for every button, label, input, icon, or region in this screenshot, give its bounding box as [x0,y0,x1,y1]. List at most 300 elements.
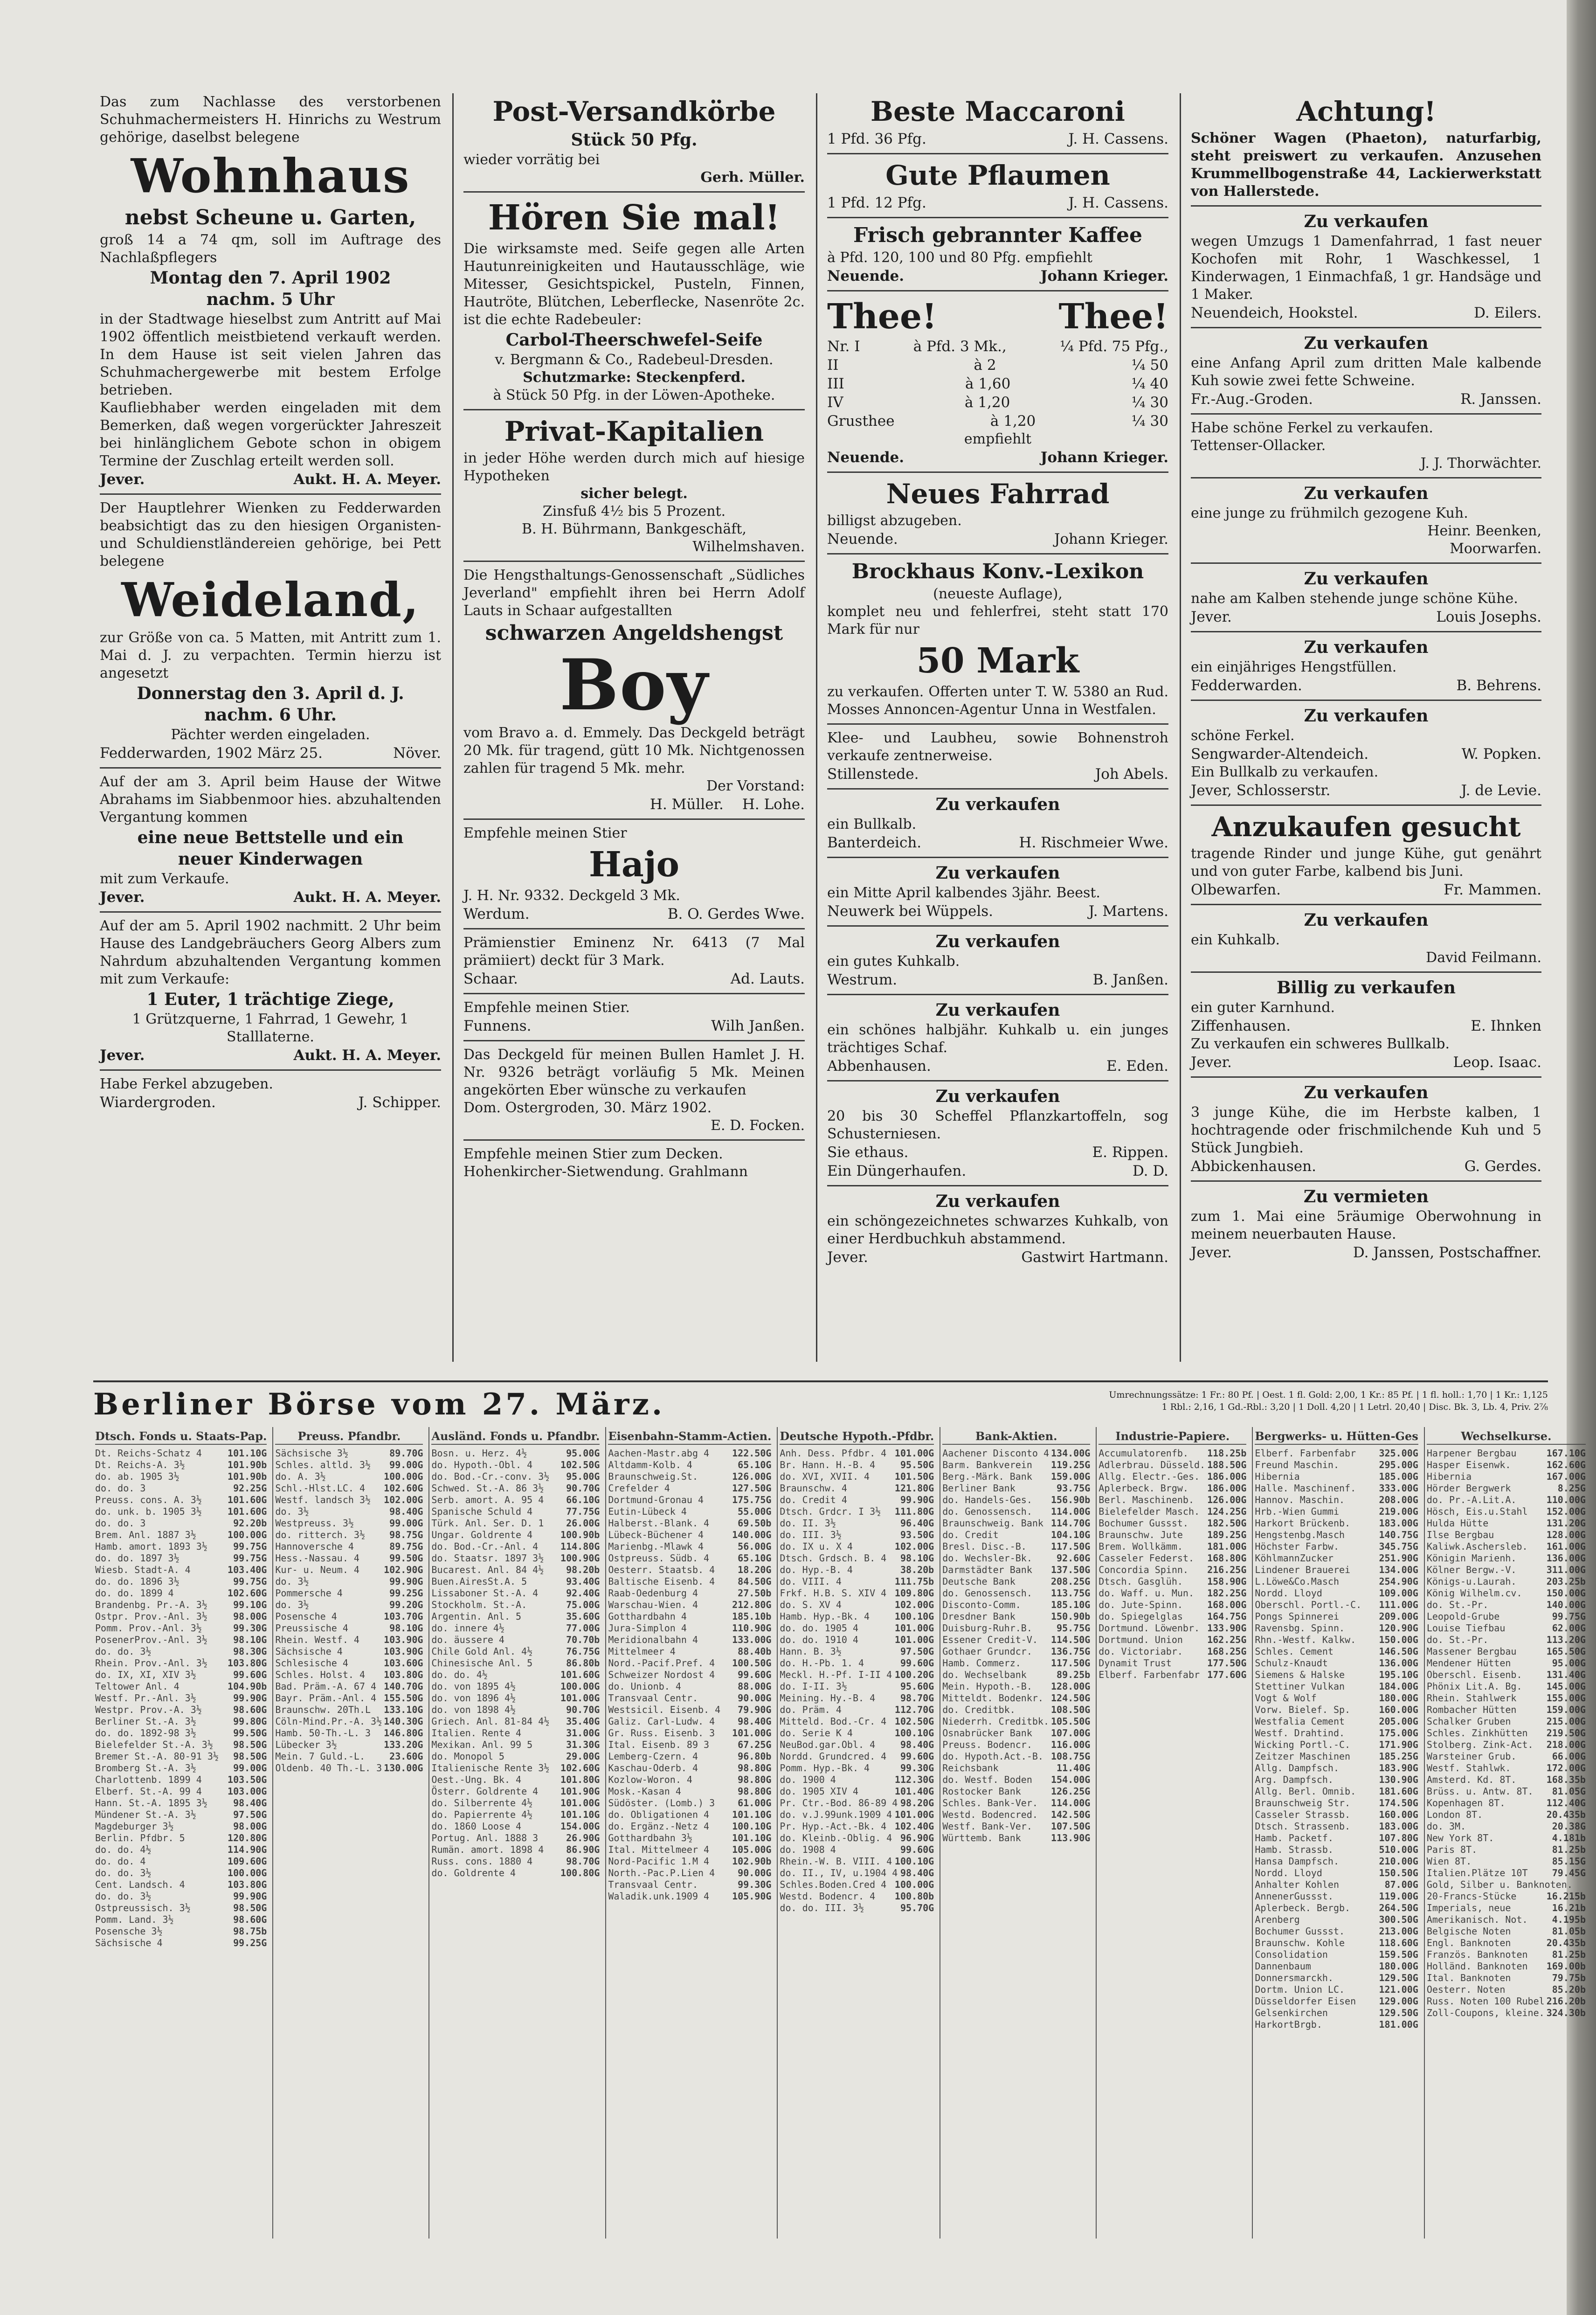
security-name: Osnabrücker Bank [942,1727,1032,1739]
quote-row [1255,1739,1418,1751]
security-name: Halle. Maschinenf. [1255,1483,1356,1494]
quote-row [780,1599,934,1611]
security-name: Schles. Cement [1255,1646,1333,1657]
quote-row [1099,1448,1246,1459]
quote-row [431,1762,600,1774]
quote-value: 92.40G [566,1587,600,1599]
quote-value: 300.50G [1379,1914,1418,1925]
ad-drei-kuehe [1191,1082,1541,1176]
ad-heading: Zu verkaufen [1304,706,1429,726]
ad-headline: Neues Fahrrad [886,478,1110,510]
quote-row [1427,1902,1586,1914]
quote-value: 99.30G [900,1762,934,1774]
ad-headline: Beste Maccaroni [871,96,1125,127]
ad-postkoerbe [463,95,805,187]
ad-ferkel [100,1075,441,1112]
ad-kuhkalb [1191,910,1541,967]
quote-value: 29.00G [566,1751,600,1762]
security-name: do. IX, XI, XIV 3½ [95,1669,196,1680]
quote-value: 130.00G [384,1762,423,1774]
ad-signature [1191,676,1541,695]
quote-value: 8.25G [1557,1483,1586,1494]
security-name: Hasper Eisenwk. [1426,1459,1511,1470]
security-name: do. 3½ [275,1576,309,1587]
ad-signature [1191,1243,1541,1262]
security-name: NeuBod.gar.Obl. 4 [780,1739,876,1750]
security-name: Gotthardbahn 4 [608,1611,687,1622]
quote-value: 35.60G [566,1611,600,1622]
quote-row [780,1716,934,1727]
security-name: Pomm. Land. 3½ [95,1914,174,1925]
quote-row [608,1844,771,1856]
quote-row [1427,1564,1586,1576]
quote-value: 98.60G [233,1914,267,1925]
security-name: Meridionalbahn 4 [608,1634,698,1645]
quote-value: 56.00G [738,1541,772,1552]
quote-row [1255,1518,1418,1529]
quote-row [1099,1471,1246,1483]
quote-row [1255,1867,1418,1879]
sig-place: Wiardergroden. [100,1094,216,1111]
quote-value: 20.435b [1546,1937,1586,1948]
security-name: Braunschweig. Bank [942,1518,1043,1529]
quote-row [275,1448,423,1459]
security-name: Leopold-Grube [1426,1611,1500,1622]
quote-row [608,1797,771,1809]
quote-row [431,1739,600,1751]
quote-row [942,1832,1090,1844]
quote-value: 102.60G [384,1483,423,1494]
quote-value: 103.80G [384,1669,423,1680]
quote-row [1255,1576,1418,1587]
quote-row [431,1867,600,1879]
quote-row [95,1459,267,1471]
ad-headline: neuer Kinderwagen [178,849,363,869]
quote-row [95,1599,267,1611]
quote-row [608,1739,771,1751]
quote-value: 92.25G [233,1483,267,1494]
quote-column-heading: Eisenbahn-Stamm-Actien. [608,1429,771,1445]
security-name: Hamb. 50-Th.-L. 3 [275,1727,371,1739]
ad-divider [827,290,1168,291]
quote-value: 101.00G [894,1448,934,1459]
quote-value: 99.00G [389,1518,423,1529]
ad-schwarzkalb [827,1191,1168,1267]
quote-value: 31.00G [566,1727,600,1739]
quote-row [95,1774,267,1786]
security-name: do. Jute-Spinn. [1099,1599,1183,1610]
sig-place: Ziffenhausen. [1191,1018,1291,1034]
quote-row [608,1541,771,1553]
ad-divider [827,723,1168,725]
quote-row [780,1518,934,1529]
security-name: do. Hypoth.Act.-B. [942,1751,1043,1762]
quote-value: 98.10G [389,1622,423,1634]
ad-divider [827,1185,1168,1186]
quote-value: 100.90b [560,1529,600,1540]
quote-row [1099,1576,1246,1587]
security-name: do. Victoriabr. [1099,1646,1183,1657]
security-name: Chinesische Anl. 5 [431,1657,533,1669]
ad-signature [100,1093,441,1112]
quote-row [1255,1471,1418,1483]
quote-row [780,1564,934,1576]
security-name: do. III. 3½ [780,1529,842,1540]
sig-name: J. H. Cassens. [1068,194,1168,211]
ad-headline: Achtung! [1296,96,1436,127]
security-name: Harkort Brückenb. [1255,1518,1351,1529]
quote-value: 180.00G [1379,1692,1418,1704]
ad-text: Habe Ferkel abzugeben. [100,1076,273,1092]
quote-value: 159.00G [1546,1704,1586,1715]
security-name: Mitteld. Bod.-Cr. 4 [780,1716,887,1727]
quote-value: 181.00G [1379,2019,1418,2030]
ad-text: Schutzmarke: Steckenpferd. [523,369,746,386]
security-name: Mittelmeer 4 [608,1646,676,1657]
quote-row [780,1786,934,1797]
security-name: Gelsenkirchen [1255,2007,1328,2018]
sig-name: E. Eden. [1106,1058,1168,1074]
sig-place: Fr.-Aug.-Groden. [1191,391,1313,408]
ad-divider [100,767,441,769]
security-name: Hösch, Eis.u.Stahl [1426,1506,1528,1517]
quote-row [780,1867,934,1879]
security-name: do. Hyp.-B. 4 [780,1564,853,1575]
ad-text: Prämienstier Eminenz Nr. 6413 (7 Mal prämiiert) deckt für 3 Mark. [463,935,805,969]
quote-value: 129.50G [1379,1972,1418,1983]
security-name: Posensche 4 [275,1611,337,1622]
quote-row [1427,1634,1586,1646]
quote-value: 111.80G [894,1506,934,1517]
conversion-rates [923,1389,1548,1413]
quote-row [275,1541,423,1553]
security-name: Accumulatorenfb. [1099,1448,1188,1459]
security-name: do. Pr.-A.Lit.A. [1426,1494,1517,1505]
security-name: Warschau-Wien. 4 [608,1599,698,1610]
quote-value: 102.50G [894,1716,934,1727]
quote-row [431,1541,600,1553]
security-name: Reichsbank [942,1762,999,1774]
security-name: Württemb. Bank [942,1832,1021,1844]
security-name: Westd. Bodencr. 4 [780,1891,876,1902]
security-name: Ostpreussisch. 3½ [95,1902,191,1913]
security-name: Kopenhagen 8T. [1426,1797,1506,1809]
security-name: Braunschweig Str. [1255,1797,1351,1809]
security-name: Bielefelder St.-A. 3½ [95,1739,213,1750]
quote-value: 168.80G [1207,1553,1247,1564]
quote-row [95,1727,267,1739]
quote-row [608,1506,771,1518]
security-name: Brem. Wollkämm. [1099,1541,1183,1552]
ad-heading: Zu verkaufen [1304,1083,1429,1102]
quote-row [275,1657,423,1669]
quote-value: 168.25G [1207,1646,1247,1657]
security-name: Braunschw. 4 [780,1483,847,1494]
ad-text: Das Deckgeld für meinen Bullen Hamlet J. H. Nr. 9326 beträgt vorläufig 5 Mk. Meinen angekörten Eber wünsche zu verkaufen [463,1047,805,1098]
quote-row [942,1646,1090,1657]
quote-row [95,1553,267,1564]
quote-value: 109.80G [894,1587,934,1599]
quote-value: 126.00G [732,1471,772,1482]
ad-headline-right: Thee! [1058,297,1168,337]
quote-column-heading: Preuss. Pfandbr. [275,1429,423,1445]
quote-row [608,1448,771,1459]
security-name: do. 3½ [275,1506,309,1517]
security-name: do. Ergänz.-Netz 4 [608,1821,710,1832]
quote-row [95,1622,267,1634]
quote-value: 18.20G [738,1564,772,1575]
quote-row [780,1611,934,1622]
sig-place: Jever. [100,1047,145,1064]
security-name: do. Genossensch. [942,1587,1032,1599]
quote-value: 101.00G [560,1692,600,1704]
quote-column-heading: Deutsche Hypoth.-Pfdbr. [780,1429,934,1445]
quote-row [1427,1483,1586,1494]
quote-value: 95.70G [900,1902,934,1913]
ad-divider [463,561,805,562]
ad-signature: E. D. Focken. [711,1117,805,1134]
quote-row [608,1634,771,1646]
quote-row [1255,1774,1418,1786]
security-name: Wien 8T. [1426,1856,1472,1867]
quote-value: 129.50G [1379,2007,1418,2018]
sig-place: Stillenstede. [827,766,919,783]
quote-value: 100.10G [894,1611,934,1622]
security-name: Meckl. H.-Pf. I-II 4 [780,1669,892,1680]
security-name: do. von 1896 4½ [431,1692,516,1704]
security-name: Galiz. Carl-Ludw. 4 [608,1716,715,1727]
ad-text: zum 1. Mai eine 5räumige Oberwohnung in meinem neuerbauten Hause. [1191,1208,1541,1242]
quote-row [275,1553,423,1564]
ad-divider [827,994,1168,995]
quote-value: 100.00G [560,1681,600,1692]
security-name: Westf. landsch 3½ [275,1494,371,1505]
security-name: Hulda Hütte [1426,1518,1489,1529]
quote-row [1427,2007,1586,2019]
quote-row [95,1704,267,1716]
quote-row [942,1716,1090,1727]
ad-signature [827,1143,1168,1162]
security-name: Engl. Banknoten [1426,1937,1511,1948]
sig-place: Sie ethaus. [827,1144,909,1161]
quote-value: 35.40G [566,1716,600,1727]
security-name: do. IX u. X 4 [780,1541,853,1552]
quote-row [95,1657,267,1669]
security-name: Bucarest. Anl. 84 4½ [431,1564,544,1575]
quote-list [95,1448,267,1949]
quote-value: 325.00G [1379,1448,1418,1459]
security-name: Russ. Noten 100 Rubel [1426,1996,1545,2007]
quote-value: 100.20G [894,1669,934,1680]
quote-row [608,1553,771,1564]
quote-row [608,1459,771,1471]
quote-value: 134.00G [1379,1564,1418,1575]
conversion-rates-line: 1 Rbl.: 2,16, 1 Gd.-Rbl.: 3,20 | 1 Doll. 4,20 | 1 Letrl. 20,40 | Disc. Bk. 3, Lb. 4, Priv. 2⅞ [1161,1402,1548,1412]
quote-row [780,1902,934,1914]
security-name: Schlesische 4 [275,1657,348,1669]
ad-heading: Zu verkaufen [1304,484,1429,503]
ad-eminenz [463,934,805,988]
quote-value: 99.75G [233,1576,267,1587]
quote-value: 65.10G [738,1459,772,1470]
security-name: L.Löwe&Co.Masch [1255,1576,1339,1587]
quote-value: 99.60G [738,1669,772,1680]
ad-divider [827,857,1168,858]
ad-heading: Zu verkaufen [935,1000,1060,1020]
security-name: Casseler Federst. [1099,1553,1194,1564]
quote-row [1255,1914,1418,1926]
quote-row [1255,1657,1418,1669]
quote-row [608,1891,771,1902]
quote-row [95,1576,267,1587]
quote-value: 100.10G [894,1856,934,1867]
price-table [827,337,1168,430]
security-name: Rumän. amort. 1898 4 [431,1844,544,1855]
column-rule [452,93,454,1362]
quote-value: 174.50G [1379,1797,1418,1809]
security-name: Hibernia [1426,1471,1472,1482]
quote-value: 183.00G [1379,1518,1418,1529]
ad-text: in der Stadtwage hieselbst zum Antritt auf Mai 1902 öffentlich meistbietend verkauft werden. In dem Hause ist seit vielen Jahren das Schuhmachergewerbe mit bestem Erfolge betrieben. [100,311,441,398]
security-name: do. Creditbk. [942,1704,1016,1715]
ad-text: in jeder Höhe werden durch mich auf hiesige Hypotheken [463,450,805,484]
quote-value: 99.25G [233,1937,267,1948]
quote-value: 186.00G [1207,1483,1247,1494]
ad-pflaumen [827,159,1168,212]
security-name: Berliner Bank [942,1483,1016,1494]
sig-name: E. Ihnken [1471,1018,1541,1034]
security-name: do. do. 4 [95,1856,146,1867]
security-name: Ital. Banknoten [1426,1972,1511,1983]
quote-value: 186.00G [1207,1471,1247,1482]
quote-value: 112.40G [1546,1797,1586,1809]
quote-value: 95.50G [900,1459,934,1470]
security-name: do. do. 4½ [95,1844,152,1855]
quote-value: 98.80G [738,1762,772,1774]
security-name: do. Monopol 5 [431,1751,504,1762]
security-name: do. do. 1896 3½ [95,1576,180,1587]
security-name: Lübecker 3½ [275,1739,337,1750]
quote-value: 189.25G [1207,1529,1247,1540]
security-name: do. H.-Pb. 1. 4 [780,1657,864,1669]
security-name: Hess.-Nassau. 4 [275,1553,359,1564]
security-name: do. do. 1892-98 3½ [95,1727,196,1739]
quote-value: 114.50G [1051,1634,1091,1645]
security-name: Baltische Eisenb. 4 [608,1576,715,1587]
quote-row [275,1692,423,1704]
quote-row [275,1459,423,1471]
quote-value: 99.50G [233,1727,267,1739]
ad-signature [463,970,805,988]
ad-ferkel2 [1191,706,1541,800]
quote-value: 97.50G [233,1809,267,1820]
security-name: do. Wechsler-Bk. [942,1553,1032,1564]
security-name: Niederrh. Creditbk. [942,1716,1049,1727]
quote-row [95,1587,267,1599]
sig-place: Jever. [1191,1054,1232,1071]
quote-value: 119.00G [1379,1891,1418,1902]
security-name: Ilse Bergbau [1426,1529,1494,1540]
ad-heading: Zu verkaufen [1304,333,1429,353]
quote-value: 137.50G [1051,1564,1091,1575]
quote-value: 167.10G [1546,1448,1586,1459]
quote-value: 101.50G [894,1471,934,1482]
security-name: Hann. B. 3½ [780,1646,842,1657]
quote-row [275,1471,423,1483]
quote-value: 111.00G [1379,1599,1418,1610]
ad-signature [827,1248,1168,1267]
ad-signature [100,470,441,489]
quote-value: 136.00G [1546,1553,1586,1564]
quote-value: 70.70b [566,1634,600,1645]
security-name: Westpreuss. 3½ [275,1518,354,1529]
quote-value: 209.00G [1379,1611,1418,1622]
quote-value: 254.90G [1379,1576,1418,1587]
quote-row [608,1587,771,1599]
security-name: Schles. Zinkhütten [1426,1727,1528,1739]
security-name: do. 1900 4 [780,1774,836,1785]
ad-fahrrad [827,478,1168,548]
quote-row [95,1786,267,1797]
quote-value: 185.10b [732,1611,772,1622]
quote-value: 99.60G [900,1657,934,1669]
security-name: Transvaal Centr. [608,1692,698,1704]
security-name: Ostpreuss. Südb. 4 [608,1553,710,1564]
security-name: Schwed. St.-A. 86 3½ [431,1483,544,1494]
quote-row [942,1681,1090,1692]
security-name: Italien. Rente 4 [431,1727,522,1739]
ad-price: 1 Pfd. 12 Pfg. [827,194,926,211]
quote-value: 164.75G [1207,1611,1247,1622]
ad-text: ein schönes halbjähr. Kuhkalb u. ein junges trächtiges Schaf. [827,1022,1168,1056]
quote-value: 154.00G [560,1821,600,1832]
quote-row [942,1506,1090,1518]
ad-signature [827,1162,1168,1180]
quote-row [780,1891,934,1902]
ad-text: Empfehle meinen Stier zum Decken. [463,1146,723,1162]
ad-text: Pächter werden eingeladen. [171,727,370,743]
security-name: Deutsche Bank [942,1576,1016,1587]
quote-value: 118.25b [1207,1448,1247,1459]
ad-text: wieder vorrätig bei [463,152,600,168]
quote-value: 333.00G [1379,1483,1418,1494]
quote-row [1099,1529,1246,1541]
quote-value: 93.40G [566,1576,600,1587]
security-name: Altdamm-Kolb. 4 [608,1459,692,1470]
security-name: Vogt & Wolf [1255,1692,1317,1704]
security-name: Kur- u. Neum. 4 [275,1564,359,1575]
security-name: do. St.-Pr. [1426,1599,1489,1610]
conversion-rates-line: Umrechnungssätze: 1 Fr.: 80 Pf. | Oest. 1 fl. Gold: 2,00, 1 Kr.: 85 Pf. | 1 fl. holl.: 1,70 | 1 Kr.: 1,125 [1109,1390,1548,1400]
quote-row [1255,1622,1418,1634]
quote-value: 324.30b [1546,2007,1586,2018]
ad-weideland [100,499,441,762]
quote-value: 183.90G [1379,1762,1418,1774]
security-name: Dresdner Bank [942,1611,1016,1622]
sig-name: B. O. Gerdes Wwe. [667,906,805,922]
quote-row [1255,1494,1418,1506]
quote-value: 103.90G [384,1634,423,1645]
quote-value: 98.75G [389,1529,423,1540]
sig-place: Westrum. [827,971,898,988]
security-name: do. do. 3½ [95,1891,152,1902]
security-name: Oberschl. Portl.-C. [1255,1599,1362,1610]
quote-row [1099,1599,1246,1611]
security-name: Oesterr. Staatsb. 4 [608,1564,715,1575]
sig-place: Neuende. [827,531,898,548]
ad-divider [1191,971,1541,973]
quote-row [608,1564,771,1576]
